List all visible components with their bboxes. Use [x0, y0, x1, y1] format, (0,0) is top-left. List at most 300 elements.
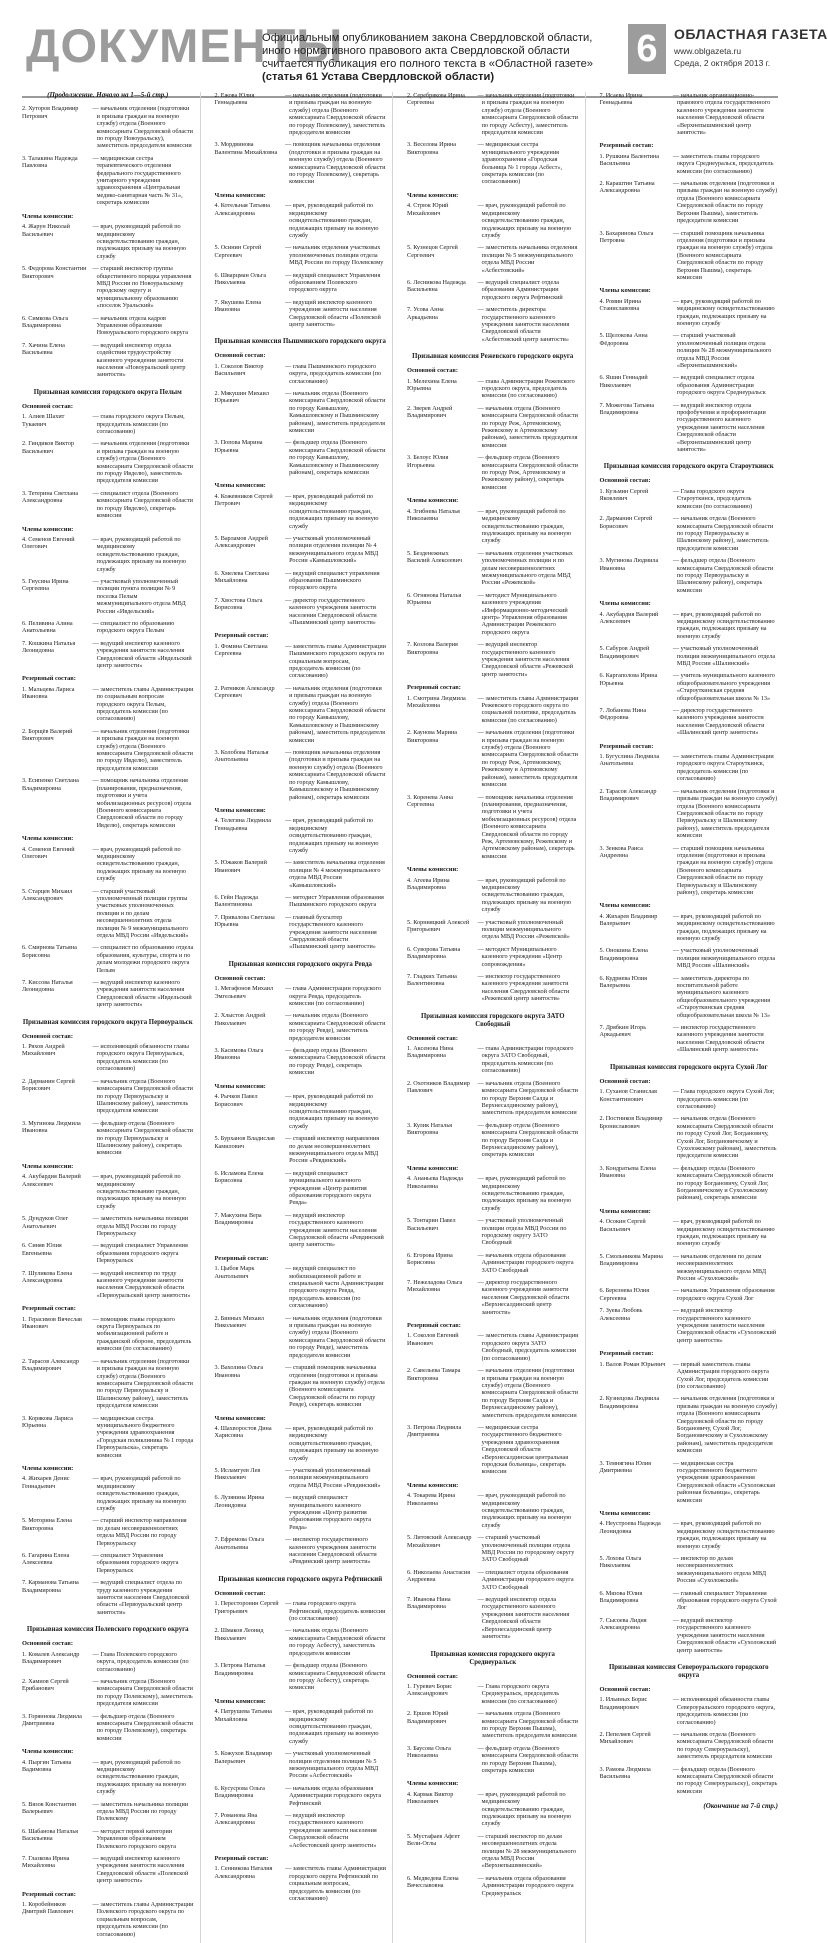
member-entry — [215, 439, 387, 476]
member-role: — участковый уполномоченный полиции межмуниципального отдела МВД России «Ревдинский» — [285, 1466, 381, 1489]
member-name: 1. Алиев Шахит Тукаевич — [22, 413, 65, 428]
member-role: — начальник отделения (подготовки и призыва граждан на военную службу) отдела (Военного комиссариата Свердловской области по городу Новоуральску), заместитель председателя комиссии — [92, 105, 193, 150]
member-role: — начальник отдела (Военного комиссариата Свердловской области по городу Полевскому), заместитель председателя комиссии — [92, 1677, 193, 1708]
member-entry — [22, 777, 194, 829]
text-columns — [22, 91, 778, 1938]
member-entry — [215, 1627, 387, 1657]
member-role: — врач, руководящий работой по медицинскому освидетельствованию граждан, подлежащих призыву на военную службу — [477, 1492, 571, 1529]
member-role: — заместитель главы Администрации городского округа ЗАТО Свободный, председатель комиссии (по согласованию) — [477, 1332, 579, 1362]
member-role: — врач, руководящий работой по медицинскому освидетельствованию граждан, подлежащих призыву на военную службу — [285, 1424, 379, 1462]
member-entry — [407, 695, 579, 725]
member-name: 3. Колобова Наталья Анатольевна — [214, 749, 269, 764]
member-role: — начальник отдела (Военного комиссариата Свердловской области по городу Североуральску), заместитель председателя комиссии — [672, 1730, 774, 1761]
member-entry — [407, 1367, 579, 1419]
member-entry — [600, 753, 779, 783]
member-name: 4. Стрюк Юрий Михайлович — [407, 202, 449, 217]
member-entry — [407, 592, 579, 636]
member-role: — врач, руководящий работой по медицинскому освидетельствованию граждан, подлежащих призыву на военную службу — [285, 1708, 379, 1745]
commission-heading: Призывная комиссия Режевского городского округа — [412, 353, 574, 361]
member-role: — медицинская сестра государственного бюджетного учреждения здравоохранения Свердловской области «Сухоложская районная больница», секретарь комиссии — [672, 1459, 775, 1504]
group-heading: Основной состав: — [22, 1032, 73, 1040]
member-entry — [600, 332, 779, 369]
member-entry — [600, 515, 779, 552]
member-role: — врач, руководящий работой по медицинскому освидетельствованию граждан, подлежащих призыву на военную службу — [285, 492, 379, 530]
group-heading: Члены комиссии: — [599, 287, 651, 295]
member-role: — начальник отделения (подготовки и призыва граждан на военную службу) отдела (Военного комиссариата Свердловской области по городу Реж, Артемовскому, Режевскому и Артемовскому районам), заместитель председателя комиссии — [477, 729, 578, 789]
member-name: 5. Моторина Елена Викторовна — [22, 1517, 72, 1532]
group-heading: Члены комиссии: — [407, 866, 459, 874]
member-name: 6. Лесникова Надежда Васильевна — [407, 278, 466, 294]
member-entry — [22, 1855, 194, 1885]
member-entry — [600, 557, 779, 594]
member-role: — начальник отделения (подготовки и призыва граждан на военную службу) отдела (Военного комиссариата Свердловской области по городу Ивделю), заместитель председателя комиссии — [92, 440, 193, 485]
member-name: 7. Можегова Татьяна Владимировна — [599, 401, 655, 417]
member-name: 1. Бугуслина Людмила Анатольевна — [599, 753, 660, 768]
member-role: — начальник отделения участковых уполномоченных полиции и по делам несовершеннолетних межмуниципального отдела МВД России «Режевской» — [477, 549, 573, 587]
member-entry — [600, 298, 779, 328]
member-role: — Глава городского округа Староуткинск, председатель комиссии (по согласованию) — [672, 487, 753, 510]
member-entry — [215, 1494, 387, 1531]
member-role: — заместитель главы Администрации по социальным вопросам городского округа Пелым, председатель комиссии (по согласованию) — [92, 685, 194, 723]
member-role: — ведущий специалист управления образования Пышминского городского округа — [285, 569, 380, 592]
member-role: — фельдшер отдела (Военного комиссариата Свердловской области по городу Первоуральску и Шалинскому району), секретарь комиссии — [92, 1119, 193, 1157]
member-entry — [22, 1579, 194, 1616]
member-entry — [22, 315, 194, 337]
member-role: — начальник отдела образования Администрации городского округа Рефтинский — [285, 1784, 382, 1807]
member-role: — начальник отдела (Военного комиссариата Свердловской области по городу Асбесту), заместитель председателя комиссии — [285, 1627, 386, 1657]
member-role: — старший участковый уполномоченный полиции отдела МВД России по городскому округу ЗАТО Свободный — [477, 1534, 575, 1564]
member-entry — [215, 749, 387, 801]
member-entry — [215, 92, 387, 136]
member-entry — [600, 488, 779, 510]
member-entry — [215, 1708, 387, 1745]
member-name: 4. Семенов Евгений Олегович — [22, 845, 75, 860]
group-heading: Члены комиссии: — [214, 806, 266, 814]
member-role: — специалист по образованию отдела образования, культуры, спорта и по делам молодежи городского округа Пелым — [92, 944, 194, 974]
group-heading: Члены комиссии: — [22, 1162, 74, 1170]
member-name: 6. Кусусрова Ольга Владимировна — [214, 1784, 265, 1800]
group-heading: Резервный состав: — [22, 1305, 76, 1313]
member-name: 3. Кондратьева Елена Ивановна — [599, 1164, 656, 1180]
member-role: — заместитель главы Администрации городского округа Староуткинск, председатель комиссии (по согласованию) — [672, 753, 774, 783]
member-name: 1. Коробейников Дмитрий Павлович — [22, 1901, 74, 1916]
member-entry — [22, 1517, 194, 1547]
member-name: 3. Мугинова Людмила Ивановна — [22, 1119, 81, 1135]
member-role: — специалист по образованию городского округа Пелым — [92, 619, 175, 635]
member-name: 6. Суворова Татьяна Владимировна — [407, 945, 461, 961]
member-role: — глава Администрации городского округа ЗАТО Свободный, председатель комиссии (по согласованию) — [477, 1045, 574, 1075]
member-role: — начальник организационно-правового отдела государственного казенного учреждения занятости населения Свердловской области «Верхнепышминский центр занятости» — [672, 92, 771, 137]
member-role: — заместитель директора по воспитательной работе муниципального казенного общеобразовательного учреждения «Староуткинская средняя общеобразовательная школа № 13» — [672, 974, 771, 1019]
member-role: — участковый уполномоченный полиции отдела МВД России по городскому округу ЗАТО Свободный — [477, 1217, 567, 1247]
member-role: — фельдшер отдела (Военного комиссариата Свердловской области по городу Богдановичу, Сухой Лог, Богдановичскому и Сухоложскому районам), секретарь комиссии — [672, 1164, 774, 1202]
member-role: — начальник отдела образования Администрации городского округа Среднеуральск — [477, 1874, 574, 1897]
member-entry — [215, 1212, 387, 1249]
member-entry — [407, 1122, 579, 1159]
member-name: 5. Исламгуев Лев Николаевич — [214, 1466, 261, 1482]
member-name: 2. Пепеляев Сергей Михайлович — [599, 1730, 651, 1746]
member-entry — [215, 894, 387, 909]
member-role: — ведущий специалист отдела образования Администрации городского округа Рефтинский — [477, 278, 563, 301]
member-role: — начальник отдела (Военного комиссариата Свердловской области по городу Ревде), заместитель председателя комиссии — [285, 1012, 386, 1042]
member-name: 3. Корякова Лариса Юрьевна — [22, 1414, 73, 1429]
member-name: 4. Шахворостов Дина Харисовна — [214, 1424, 272, 1440]
member-entry — [22, 1651, 194, 1673]
member-entry — [215, 299, 387, 329]
member-role: — начальник отделения (подготовки и призыва граждан на военную службу) отдела (Военного комиссариата Свердловской области по городу Камышлову, Камышловскому и Пышминскому районам), заместитель председателя комиссии — [285, 684, 386, 744]
member-name: 7. Нежеладова Ольга Михайловна — [407, 1279, 463, 1294]
member-entry — [600, 707, 779, 737]
member-entry — [407, 973, 579, 1003]
member-entry — [407, 1252, 579, 1274]
member-entry — [407, 92, 579, 136]
member-name: 5. Безденежных Василий Алексеевич — [407, 549, 463, 565]
member-name: 1. Мальцева Лариса Ивановна — [22, 685, 75, 701]
member-entry — [22, 728, 194, 772]
member-name: 1. Аксенова Нина Владимировна — [407, 1045, 454, 1060]
member-role: — начальник отделения (подготовки и призыва граждан на военную службу) отдела (Военного комиссариата Свердловской области по городу Ревде), заместитель председателя комиссии — [285, 1314, 386, 1359]
group-heading: Члены комиссии: — [22, 835, 74, 843]
member-role: — начальник отделения (подготовки и призыва граждан на военную службу) отдела (Военного комиссариата Свердловской области по городу Асбесту), заместитель председателя комиссии — [477, 92, 578, 137]
member-name: 1. Фомина Светлана Сергеевна — [214, 642, 268, 658]
member-role: — специалист отдела образования Администрации городского округа ЗАТО Свободный — [477, 1568, 574, 1591]
member-name: 6. Шварцман Ольга Николаевна — [214, 271, 267, 286]
member-role: — начальник отделения по делам несовершеннолетних межмуниципального отдела МВД России «Сухоложский» — [672, 1252, 767, 1283]
member-entry — [600, 92, 779, 136]
group-heading: Члены комиссии: — [214, 1697, 266, 1705]
member-entry — [215, 1812, 387, 1849]
member-role: — участковый уполномоченный полиции отделения полиции № 5 межмуниципального отдела МВД России «Асбестовский» — [285, 1750, 379, 1780]
member-entry — [22, 1678, 194, 1708]
member-name: 5. Осинин Сергей Сергеевич — [214, 244, 262, 259]
member-name: 2. Шмаков Леонид Николаевич — [214, 1627, 264, 1642]
member-entry — [22, 1801, 194, 1823]
group-heading: Члены комиссии: — [599, 1207, 651, 1215]
member-name: 7. Романова Яна Александровна — [214, 1812, 258, 1827]
member-role: — ведущий инспектор по труду казенного учреждения занятости населения Свердловской области «Первоуральский центр занятости» — [92, 1269, 191, 1299]
member-name: 7. Лобанова Нина Фёдоровна — [599, 707, 647, 722]
member-entry — [407, 244, 579, 274]
member-name: 4. Пыргин Татьяна Вадимовна — [22, 1758, 72, 1773]
member-role: — старший помощник начальника отделения (подготовки и призыва граждан на военную службу) отдела (Военного комиссариата Свердловской области по городу Первоуральску и Шалинскому району), секретарь комиссии — [672, 844, 773, 896]
member-role: — врач, руководящий работой по медицинскому освидетельствованию граждан, подлежащих призыву на военную службу — [477, 1790, 571, 1828]
member-name: 5. Корнияцкий Алексей Григорьевич — [407, 918, 470, 933]
member-role: — врач, руководящий работой по медицинскому освидетельствованию граждан, подлежащих призыву на военную службу — [672, 1520, 775, 1550]
member-name: 4. Неустроева Надежда Леонидовна — [599, 1520, 661, 1535]
member-entry — [215, 1047, 387, 1077]
commission-heading: Призывная комиссия городского округа Пелым — [33, 388, 182, 396]
member-name: 1. Сенникова Наталия Александровна — [214, 1865, 273, 1880]
member-role: — начальник отделения (подготовки и призыва граждан на военную службу) отдела (Военного комиссариата Свердловской области по городу Полевскому), заместитель председателя комиссии — [285, 92, 386, 137]
commission-heading: Призывная комиссия городского округа Староуткинск — [603, 463, 774, 471]
member-name: 5. Оношина Елена Владимировна — [599, 947, 648, 962]
member-entry — [22, 413, 194, 435]
member-name: 3. Петрова Людмила Дмитриевна — [407, 1423, 462, 1439]
commission-heading: Призывная комиссия городского округа Сухой Лог — [609, 1063, 768, 1071]
member-entry — [407, 946, 579, 968]
member-role: — ведущий инспектор отдела содействия трудоустройству казенного учреждения занятости населения «Новоуральский центр занятости» — [92, 341, 186, 379]
member-role: — директор государственного казенного учреждения занятости населения Свердловской области «Верхнесалдинский центр занятости» — [477, 1279, 570, 1316]
member-role: — начальник отдела (Военного комиссариата Свердловской области по городу Верхняя Пышма), заместитель председателя комиссии — [477, 1710, 578, 1740]
member-entry — [407, 454, 579, 491]
member-name: 3. Белоус Юлия Игорьевна — [407, 454, 449, 469]
member-entry — [22, 1043, 194, 1073]
member-role: — фельдшер отдела (Военного комиссариата Свердловской области по городу Верхняя Салда и Верхнесалдинскому району), секретарь комиссии — [477, 1121, 578, 1159]
commission-heading: Призывная комиссия городского округа ЗАТО Свободный — [420, 1012, 565, 1028]
member-role: — помощник начальника отделения (подготовки и призыва граждан на военную службу) отдела (Военного комиссариата Свердловской области по городу Камышлову, Камышловскому и Пышминскому районам), секретарь комиссии — [285, 749, 386, 801]
member-role: — фельдшер отдела (Военного комиссариата Свердловской области по городу Реж, Артемовскому и Режевскому району), секретарь комиссии — [477, 454, 578, 491]
member-role: — врач, руководящий работой по медицинскому освидетельствованию граждан, подлежащих призыву на военную службу — [477, 202, 571, 239]
member-role: — ведущий инспектор государственного казенного учреждения занятости населения Свердловской области «Ревдинский центр занятости» — [285, 1211, 384, 1249]
member-role: — ведущий специалист муниципального казенного учреждения «Центр развития образования городского округа Ревда» — [285, 1169, 371, 1207]
page-number: 6 — [628, 24, 666, 74]
member-role: — ведущий специалист отдела образования Администрации городского округа Среднеуральск — [672, 374, 766, 397]
member-role: — фельдшер отдела (Военного комиссариата Свердловской области по городу Верхняя Пышма), секретарь комиссии — [477, 1744, 578, 1774]
section-title: ДОКУМЕНТЫ — [26, 19, 344, 72]
group-heading: Члены комиссии: — [22, 525, 74, 533]
member-entry — [215, 363, 387, 385]
member-name: 6. Мязова Юлия Владимировна — [599, 1589, 643, 1605]
member-role: — начальник отделения (подготовки и призыва граждан на военную службу) отдела (Военного комиссариата Свердловской области по городу Богдановичу, Сухой Лог, Богдановичскому и Сухоложскому районам), заместитель председателя комиссии — [672, 1395, 778, 1455]
member-entry — [407, 641, 579, 678]
member-entry — [407, 1745, 579, 1775]
member-role: — начальник отделения (подготовки и призыва граждан на военную службу) отдела (Военного комиссариата Свердловской области по городу Ивделю), заместитель председателя комиссии — [92, 727, 193, 772]
member-entry — [600, 1460, 779, 1504]
member-entry — [600, 788, 779, 840]
group-heading: Члены комиссии: — [599, 902, 651, 910]
member-name: 3. Баусова Ольга Николаевна — [407, 1744, 451, 1760]
member-name: 1. Суханов Станислав Константинович — [599, 1088, 658, 1103]
member-entry — [215, 570, 387, 592]
member-role: — врач, руководящий работой по медицинскому освидетельствованию граждан, подлежащих призыву на военную службу — [92, 845, 186, 883]
member-name: 6. Хмелева Светлана Михайловна — [214, 569, 269, 584]
group-heading: Члены комиссии: — [599, 600, 651, 608]
member-name: 7. Зуева Любовь Алексеевна — [599, 1307, 643, 1322]
member-entry — [600, 1287, 779, 1302]
member-role: — ведущий инспектор отдела государственного казенного учреждения занятости населения Свердловской области «Верхнесалдинский центр занятости» — [477, 1596, 570, 1641]
group-heading: Основной состав: — [214, 974, 266, 982]
member-name: 7. Киссова Наталья Леонидовна — [22, 979, 73, 994]
member-name: 5. Мустафаев Афгет Вели-Оглы — [407, 1832, 461, 1848]
member-role: — врач, руководящий работой по медицинскому освидетельствованию граждан, подлежащих призыву на военную службу — [672, 297, 775, 327]
member-role: — начальник отделения (подготовки и призыва граждан на военную службу) отдела (Военного комиссариата Свердловской области по городу Первоуральску и Шалинскому району), заместитель председателя комиссии — [672, 787, 778, 840]
member-name: 7. Якушева Елена Ивановна — [214, 298, 262, 314]
member-role: — начальник отдела (Военного комиссариата Свердловской области по городу Первоуральску и Шалинскому району), заместитель председателя комиссии — [92, 1077, 193, 1115]
member-name: 7. Дрябкин Игорь Аркадьевич — [599, 1024, 647, 1039]
member-name: 5. Вязов Константин Валерьевич — [22, 1800, 77, 1815]
member-name: 4. Рычков Павел Борисович — [214, 1093, 258, 1108]
member-name: 4. Токарева Ирина Николаевна — [407, 1492, 456, 1507]
member-role: — старший инспектор направления по делам несовершеннолетних межмуниципального отдела МВД России «Ревдинский» — [285, 1135, 380, 1165]
member-entry — [407, 1332, 579, 1362]
column-3 — [407, 92, 586, 1943]
member-name: 1. Мелехина Елена Юрьевна — [407, 377, 457, 392]
member-name: 6. Лузянина Ирина Леонидовна — [214, 1494, 265, 1509]
group-heading: Резервный состав: — [407, 684, 461, 692]
member-role: — исполняющий обязанности главы городского округа Первоуральск, председатель комиссии (по согласованию) — [92, 1043, 189, 1073]
member-entry — [600, 975, 779, 1019]
member-entry — [215, 859, 387, 889]
member-entry — [215, 1425, 387, 1462]
member-name: 4. Акубардия Валерий Алексеевич — [599, 610, 659, 625]
member-entry — [22, 1713, 194, 1743]
member-role: — участковый уполномоченный полиции пункта полиции № 9 поселка Пелым межмуниципального отдела МВД России «Ивдельский» — [92, 577, 186, 615]
group-heading: Члены комиссии: — [214, 191, 266, 199]
member-name: 1. Гуревич Борис Александрович — [407, 1682, 453, 1698]
member-name: 2. Борщёв Валерий Викторович — [22, 727, 73, 743]
member-role: — главный бухгалтер государственного казенного учреждения занятости населения Свердловской области «Пышминский центр занятости» — [285, 913, 377, 951]
member-name: 1. Валов Роман Юрьевич — [599, 1360, 666, 1368]
member-entry — [407, 279, 579, 301]
member-entry — [600, 1696, 779, 1726]
member-entry — [600, 611, 779, 641]
member-name: 5. Щелокова Анна Фёдоровна — [599, 332, 648, 347]
member-entry — [22, 440, 194, 484]
member-role: — методист первой категории Управления образованием Полевского городского округа — [92, 1827, 177, 1850]
group-heading: Резервный состав: — [599, 142, 654, 150]
member-entry — [407, 550, 579, 587]
member-role: — ведущий специалист отдела по труду казенного учреждения занятости населения Свердловской области «Первоуральский центр занятости» — [92, 1579, 190, 1616]
member-name: 2. Савельева Тамара Викторовна — [407, 1367, 461, 1382]
member-role: — начальник отдела (Военного комиссариата Свердловской области по городу Первоуральску и Шалинскому району), заместитель председателя комиссии — [672, 515, 774, 552]
member-entry — [22, 979, 194, 1009]
member-name: 3. Петрова Наталья Владимировна — [214, 1662, 266, 1677]
member-entry — [600, 1115, 779, 1159]
member-role: — ведущий специалист Управления образованием Полевского городского округа — [285, 271, 381, 294]
member-role: — заместитель главы Администрации Пышминского городского округа по социальным вопросам, председатель комиссии (по согласованию) — [285, 642, 386, 680]
column-2 — [215, 92, 394, 1943]
newspaper-website: www.oblgazeta.ru — [674, 46, 742, 56]
member-role: — врач, руководящий работой по медицинскому освидетельствованию граждан, подлежащих призыву на военную службу — [285, 202, 379, 239]
member-role: — глава городского округа Рефтинский, председатель комиссии (по согласованию) — [285, 1600, 386, 1623]
member-entry — [407, 1683, 579, 1705]
member-role: — начальник отделения (подготовки и призыва граждан на военную службу) отдела (Военного комиссариата Свердловской области по городу Первоуральску и Шалинскому району), заместитель председателя комиссии — [92, 1357, 193, 1410]
member-role: — глава городского округа Пелым, председатель комиссии (по согласованию) — [92, 413, 185, 436]
member-role: — врач, руководящий работой по медицинскому освидетельствованию граждан, подлежащих призыву на военную службу — [672, 1218, 775, 1248]
member-name: 5. Лохова Ольга Николаевна — [599, 1555, 642, 1570]
member-name: 5. Варламов Андрей Александрович — [214, 534, 268, 550]
member-entry — [407, 1217, 579, 1247]
member-name: 4. Агеева Ирина Владимировна — [407, 876, 450, 891]
member-name: 4. Осокин Сергей Васильевич — [599, 1218, 646, 1233]
member-entry — [215, 390, 387, 434]
member-role: — ведущий специалист муниципального казенного учреждения «Центр развития образования городского округа Ревда» — [285, 1494, 371, 1531]
member-role: — ведущий инспектор казенного учреждения занятости населения Свердловской области «Полевской центр занятости» — [285, 298, 381, 328]
member-entry — [22, 846, 194, 883]
member-role: — начальник отдела (Военного комиссариата Свердловской области по городу Камышлову, Камышловскому и Пышминскому районам), заместитель председателя комиссии — [285, 390, 386, 435]
member-name: 7. Карманова Татьяна Владимировна — [22, 1579, 79, 1594]
member-name: 2. Караштин Татьяна Александровна — [599, 180, 655, 195]
member-name: 2. Зверев Андрей Владимирович — [407, 404, 453, 420]
member-role: — врач, руководящий работой по медицинскому освидетельствованию граждан, подлежащих призыву на военную службу — [92, 223, 186, 260]
group-heading: Резервный состав: — [214, 632, 269, 640]
member-name: 2. Бинных Михаил Николаевич — [214, 1314, 264, 1330]
member-role: — фельдшер отдела (Военного комиссариата Свердловской области по городу Ревде), секретарь комиссии — [285, 1047, 386, 1077]
commission-heading: Призывная комиссия городского округа Ревда — [228, 960, 372, 968]
member-role: — старший участковый уполномоченный полиции группы участковых уполномоченных полиции и по делам несовершеннолетних отдела полиции № 9 межмуниципального отдела МВД России «Ивдельский» — [92, 887, 189, 939]
commission-heading: Призывная комиссия Полевского городского округа — [26, 1626, 189, 1634]
member-role: — директор государственного казенного учреждения занятости населения Свердловской области «Шалинский центр занятости» — [672, 707, 765, 737]
member-entry — [215, 1012, 387, 1042]
member-name: 2. Ратников Александр Сергеевич — [214, 684, 275, 700]
member-role: — медицинская сестра муниципального бюджетного учреждения здравоохранения «Городская поликлиника № 1 города Первоуральска», секретарь комиссии — [92, 1414, 194, 1459]
member-entry — [22, 944, 194, 974]
group-heading: Резервный состав: — [599, 742, 654, 750]
member-name: 6. Березнева Юлия Сергеевна — [599, 1287, 650, 1302]
member-name: 1. Герасимов Вячеслав Иванович — [22, 1315, 82, 1331]
member-role: — врач, руководящий работой по медицинскому освидетельствованию граждан, подлежащих призыву на военную службу — [92, 1758, 186, 1796]
member-entry — [407, 202, 579, 239]
member-role: — врач, руководящий работой по медицинскому освидетельствованию граждан, подлежащих призыву на военную службу — [92, 1173, 186, 1210]
member-name: 5. Южаков Валерий Иванович — [214, 859, 267, 874]
member-role: — глава Пышминского городского округа, председатель комиссии (по согласованию) — [285, 362, 382, 385]
member-name: 1. Ряхов Андрей Михайлович — [22, 1043, 65, 1058]
member-name: 7. Хвостова Ольга Борисовна — [214, 596, 263, 612]
member-entry — [407, 1791, 579, 1828]
member-name: 5. Бурханов Владислав Камилович — [214, 1135, 275, 1150]
member-name: 5. Дундуков Олег Анатольевич — [22, 1215, 69, 1230]
member-role: — заместитель директора государственного казенного учреждения занятости населения Свердловской области «Асбестовский центр занятости» — [477, 306, 570, 343]
member-entry — [22, 640, 194, 670]
member-role: — заместитель главы Администрации Полевского городского округа по социальным вопросам, председатель комиссии (по согласованию) — [92, 1901, 194, 1938]
group-heading: Основной состав: — [22, 402, 73, 410]
member-entry — [407, 1710, 579, 1740]
member-name: 4. Кожевников Сергей Петрович — [214, 492, 273, 508]
member-name: 6. Медведева Елена Вячеславовна — [407, 1874, 459, 1890]
member-entry — [407, 1534, 579, 1564]
member-entry — [600, 913, 779, 943]
member-role: — учитель муниципального казенного общеобразовательного учреждения «Староуткинская средняя общеобразовательная школа № 13» — [672, 672, 775, 702]
member-name: 6. Синяв Юлия Евгеньевна — [22, 1242, 62, 1257]
group-heading: Основной состав: — [407, 1672, 458, 1680]
member-name: 4. Жихарев Владимир Валерьевич — [599, 912, 658, 928]
member-role: — помощник начальника отделения (подготовки и призыва граждан на военную службу) отдела (Военного комиссариата Свердловской области по городу Полевскому), секретарь комиссии — [285, 141, 386, 186]
member-entry — [600, 1731, 779, 1761]
member-role: — старший инспектор группы общественного порядка управления МВД России по Новоуральскому городскому округу и муниципальному образованию «поселок Уральский» — [92, 265, 192, 310]
member-role: — медицинская сестра государственного бюджетного учреждения здравоохранения Свердловской области «Верхнесалдинская центральная городская больница», секретарь комиссии — [477, 1423, 569, 1476]
member-entry — [22, 1270, 194, 1300]
member-name: 5. Федорова Константин Викторович — [22, 265, 87, 280]
member-name: 3. Вахолина Ольга Ивановна — [214, 1364, 264, 1379]
member-name: 2. Тарасов Александр Владимирович — [22, 1357, 79, 1373]
member-role: — старший помощник начальника отделения (подготовки и призыва граждан на военную службу) отдела (Военного комиссариата Свердловской области по городу Верхняя Пышма), секретарь комиссии — [672, 229, 773, 281]
member-entry — [600, 1024, 779, 1054]
member-entry — [600, 1766, 779, 1796]
member-name: 2. Тарасов Александр Владимирович — [599, 787, 657, 803]
notice-bold: (статья 61 Устава Свердловской области) — [262, 71, 495, 83]
member-role: — инспектор по делам несовершеннолетних межмуниципального отдела МВД России «Сухоложский» — [672, 1555, 767, 1585]
member-name: 2. Дарманин Сергей Борисович — [599, 515, 653, 530]
group-heading: Члены комиссии: — [22, 1464, 74, 1472]
member-entry — [600, 230, 779, 282]
member-entry — [407, 378, 579, 400]
member-entry — [600, 645, 779, 667]
member-entry — [22, 578, 194, 615]
member-entry — [22, 1120, 194, 1157]
member-name: 5. Кузнецов Сергей Сергеевич — [407, 244, 458, 259]
member-name: 3. Касимова Ольга Ивановна — [214, 1047, 264, 1062]
member-name: 7. Глазкова Ирина Михайловна — [22, 1855, 70, 1870]
member-role: — старший инспектор по делам несовершеннолетних отдела полиции № 28 межмуниципального отдела МВД России «Верхнепышминский» — [477, 1832, 577, 1870]
commission-heading: Призывная комиссия городского округа Рефтинский — [218, 1575, 383, 1583]
member-role: — заместитель начальника полиции отдела МВД России по городу Первоуральску — [92, 1215, 189, 1237]
member-name: 4. Телегина Людмила Геннадьевна — [214, 817, 271, 832]
member-entry — [215, 1135, 387, 1165]
continuation-note: (Продолжение. Начало на 1—5-й стр.) — [47, 91, 169, 99]
commission-heading: Призывная комиссия Североуральского городского округа — [608, 1663, 769, 1679]
member-name: 4. Котельная Татьяна Александровна — [214, 202, 270, 217]
member-entry — [215, 535, 387, 565]
